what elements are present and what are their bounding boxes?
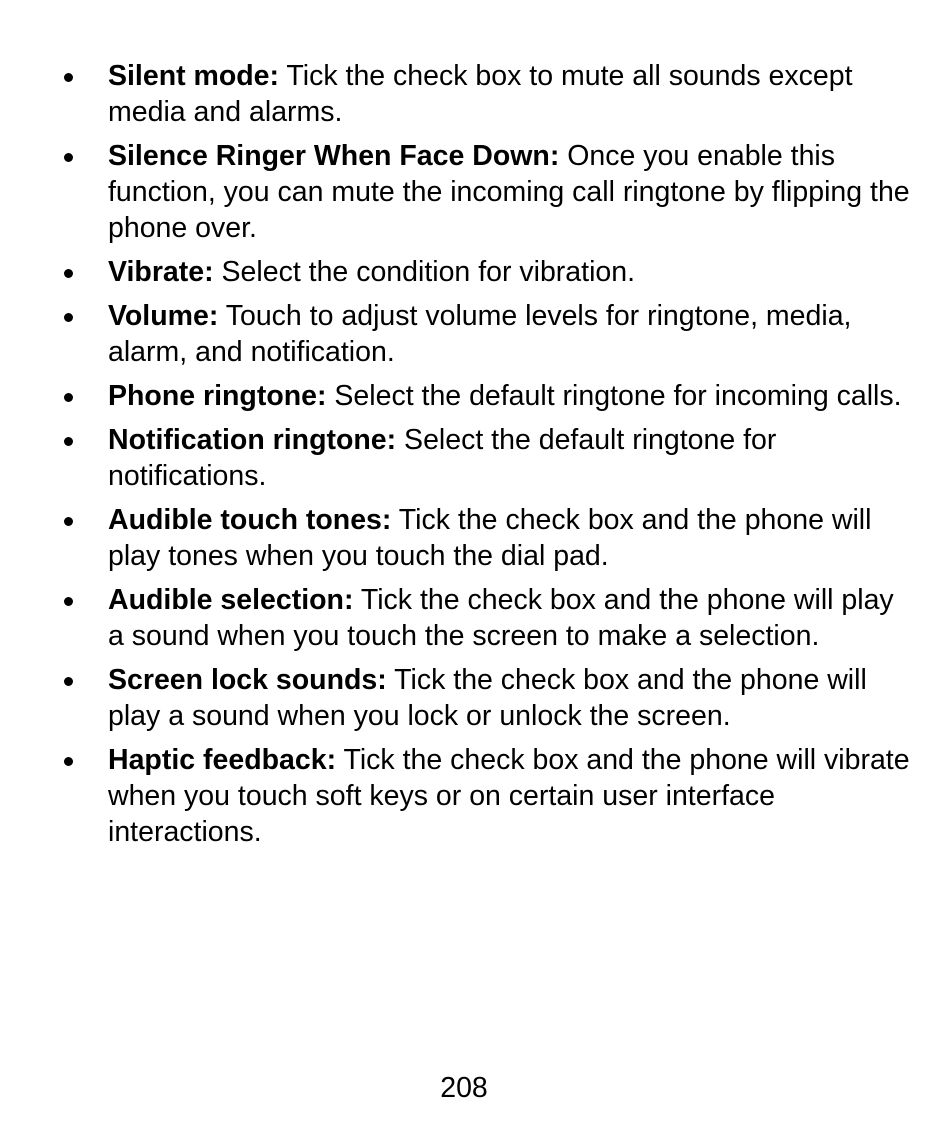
bullet-icon [64,757,73,766]
item-description: Select the default ringtone for notifications. [108,424,777,492]
bullet-icon [64,517,73,526]
bullet-icon [64,313,73,322]
item-description: Tick the check box and the phone will play a sound when you lock or unlock the screen. [108,664,867,732]
item-description: Select the condition for vibration. [213,256,636,288]
item-term: Haptic feedback: [108,744,337,776]
item-description: Tick the check box and the phone will vibrate when you touch soft keys or on certain user interface interactions. [108,744,910,848]
item-description: Touch to adjust volume levels for ringtone, media, alarm, and notification. [108,300,852,368]
item-description: Tick the check box to mute all sounds except media and alarms. [108,60,853,128]
list-item-silent-mode [0,58,950,130]
list-item-volume [0,298,950,370]
item-term: Silence Ringer When Face Down: [108,140,560,172]
bullet-icon [64,597,73,606]
list-item-phone-ringtone [0,378,950,414]
page-number: 208 [440,1072,488,1104]
manual-page-content [0,58,950,858]
item-term: Audible touch tones: [108,504,392,536]
bullet-icon [64,269,73,278]
list-item-screen-lock-sounds [0,662,950,734]
item-description: Once you enable this function, you can mute the incoming call ringtone by flipping the phone over. [108,140,910,244]
item-term: Silent mode: [108,60,280,92]
list-item-audible-touch-tones [0,502,950,574]
item-term: Vibrate: [108,256,214,288]
list-item-haptic-feedback [0,742,950,850]
bullet-icon [64,153,73,162]
list-item-vibrate [0,254,950,290]
bullet-icon [64,437,73,446]
item-term: Notification ringtone: [108,424,397,456]
item-term: Audible selection: [108,584,354,616]
item-description: Tick the check box and the phone will play tones when you touch the dial pad. [108,504,872,572]
item-term: Volume: [108,300,219,332]
bullet-icon [64,393,73,402]
list-item-notification-ringtone [0,422,950,494]
bullet-icon [64,73,73,82]
list-item-silence-ringer [0,138,950,246]
item-term: Screen lock sounds: [108,664,387,696]
settings-bullet-list [0,58,950,850]
bullet-icon [64,677,73,686]
item-description: Select the default ringtone for incoming calls. [326,380,902,412]
item-description: Tick the check box and the phone will play a sound when you touch the screen to make a selection. [108,584,894,652]
list-item-audible-selection [0,582,950,654]
item-term: Phone ringtone: [108,380,327,412]
